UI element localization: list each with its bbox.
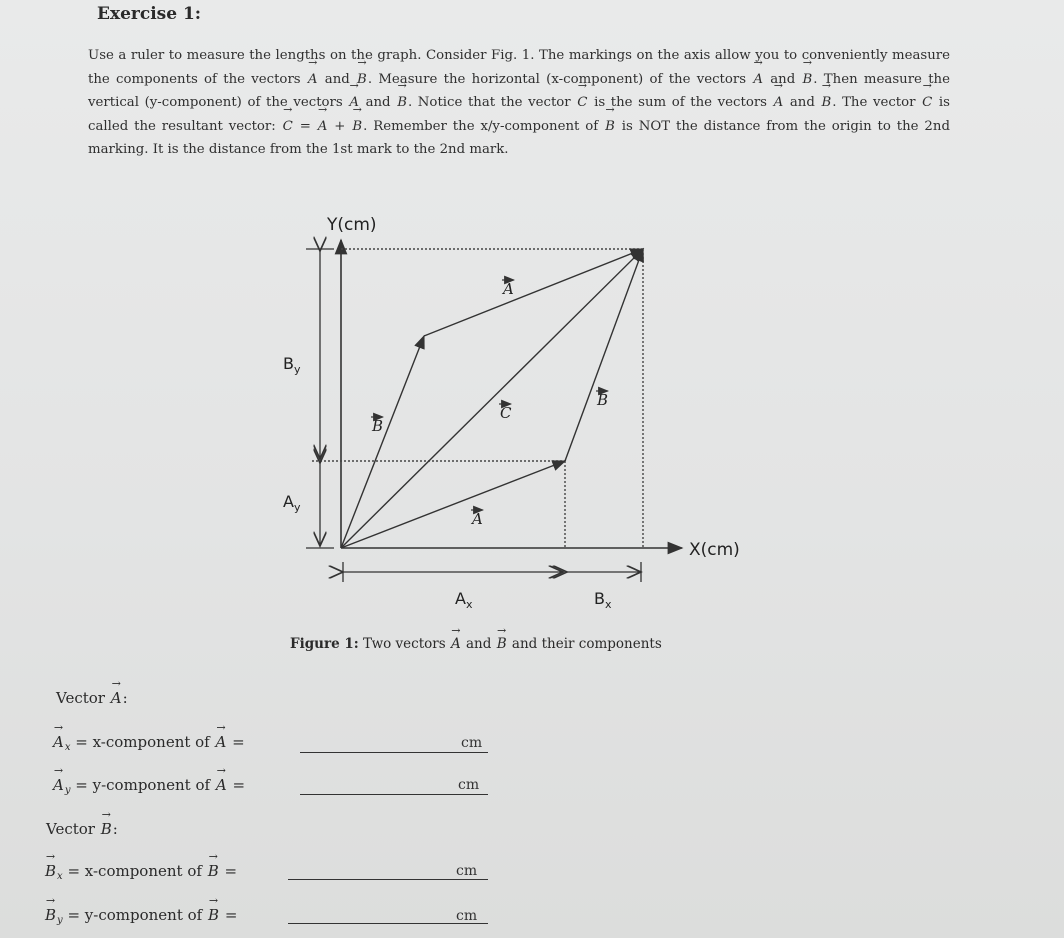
bx-label: $B_x$ [594, 589, 612, 611]
ay-label: $A_y$ [283, 492, 301, 514]
svg-text:A: A [472, 510, 483, 528]
ax-answer-blank[interactable] [300, 752, 488, 753]
figure-caption: Figure 1: Two vectors → A and → B and their components [290, 636, 662, 652]
by-unit: cm [456, 908, 478, 924]
bx-answer-blank[interactable] [288, 879, 488, 880]
vector-b-heading: Vector → B: [46, 820, 118, 838]
ax-label: $A_x$ [455, 589, 473, 611]
svg-text:B: B [372, 417, 384, 435]
vector-a-lower-label [470, 510, 483, 528]
ay-unit: cm [458, 777, 480, 793]
vector-b-left-line [341, 336, 424, 548]
vector-b-right-line [565, 249, 643, 461]
vector-b-left-label [371, 417, 383, 435]
bx-question: → $B_x$ = x-component of → B = [44, 862, 237, 882]
ax-unit: cm [461, 735, 483, 751]
instructions-paragraph: Use a ruler to measure the lengths on the graph. Consider Fig. 1. The markings on the axis allow you to conveniently measure the components of the vectors → A and → B. Measure the horizontal (x-component) of the vectors → A and → B. Then measure the vertical (y-component) of the vectors → A and → B. Notice that the vector → C is the sum of the vectors → A and → B. The vector → C is called the resultant vector: → C = → A + → B. Remember the x/y-component of → B is NOT the distance from the origin to the 2nd marking. It is the distance from the 1st mark to the 2nd mark. [88, 44, 950, 162]
vector-a-lower-line [341, 461, 565, 548]
vector-a-heading: Vector → A: [56, 689, 128, 707]
x-axis-label: X(cm) [689, 540, 740, 560]
exercise-title: Exercise 1: [97, 4, 202, 24]
svg-text:A: A [503, 280, 514, 298]
svg-text:C: C [500, 404, 512, 422]
by-question: → $B_y$ = y-component of → B = [44, 906, 237, 926]
bx-unit: cm [456, 863, 478, 879]
ax-question: → $A_x$ = x-component of → A = [52, 733, 245, 753]
vector-c-label [499, 404, 512, 422]
y-axis-label: Y(cm) [327, 215, 377, 235]
vector-a-upper-label [501, 280, 514, 298]
vector-a-upper-line [424, 249, 643, 336]
svg-text:B: B [597, 391, 609, 409]
ay-answer-blank[interactable] [300, 794, 488, 795]
ay-question: → $A_y$ = y-component of → A = [52, 776, 245, 796]
by-label: $B_y$ [283, 354, 301, 376]
vector-b-right-label [596, 391, 608, 409]
